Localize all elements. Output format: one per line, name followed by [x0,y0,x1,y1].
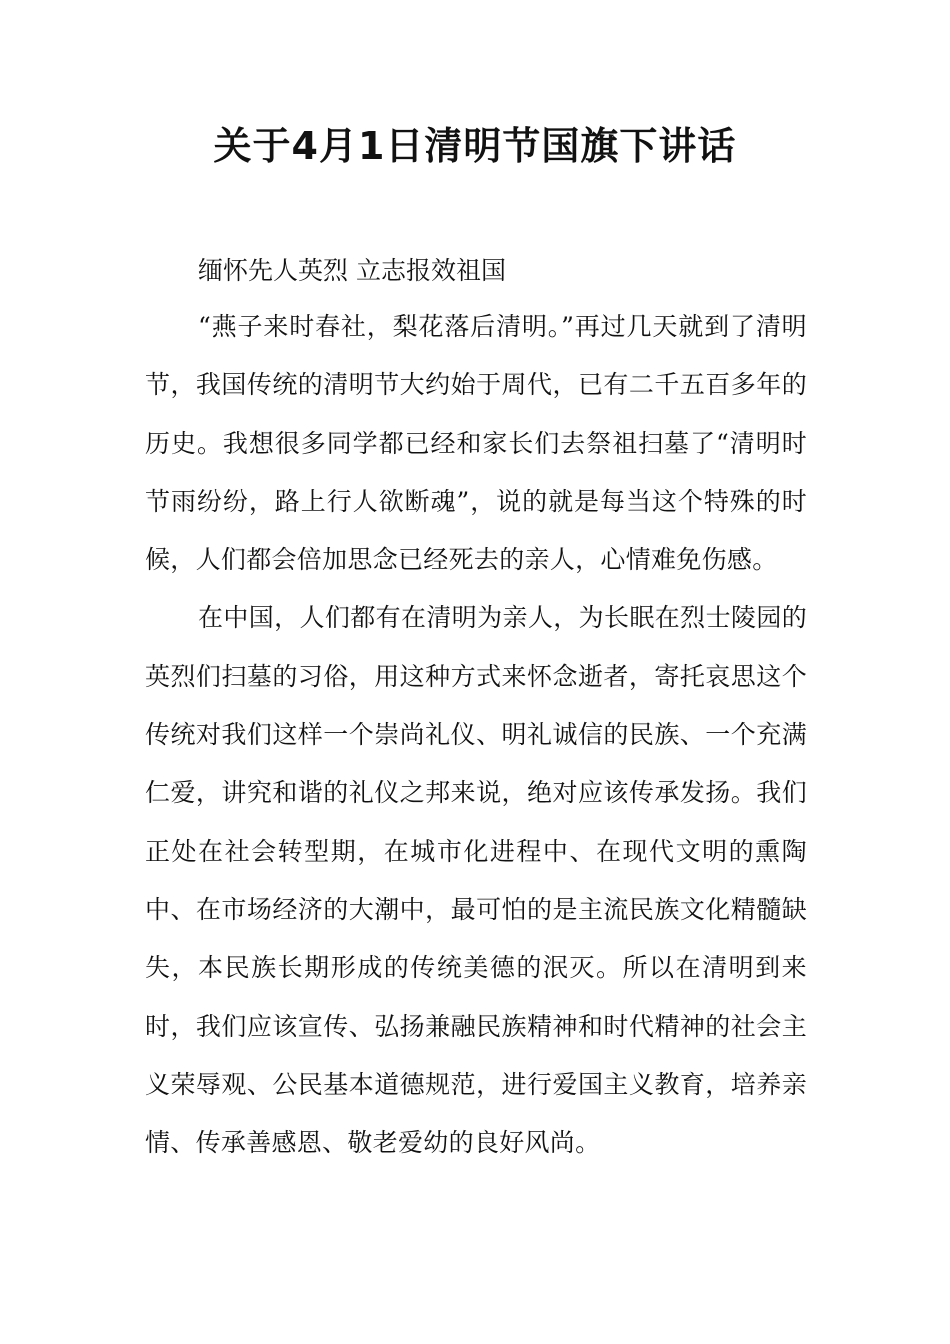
document-title: 关于4月1日清明节国旗下讲话 [213,124,737,168]
paragraph-2: 在中国，人们都有在清明为亲人，为长眠在烈士陵园的英烈们扫墓的习俗，用这种方式来怀念逝者，寄托哀思这个传统对我们这样一个崇尚礼仪、明礼诚信的民族、一个充满仁爱，讲究和谐的礼仪之邦来说，绝对应该传承发扬。我们正处在社会转型期，在城市化进程中、在现代文明的熏陶中、在市场经济的大潮中，最可怕的是主流民族文化精髓缺失，本民族长期形成的传统美德的泯灭。所以在清明到来时，我们应该宣传、弘扬兼融民族精神和时代精神的社会主义荣辱观、公民基本道德规范，进行爱国主义教育，培养亲情、传承善感恩、敬老爱幼的良好风尚。 [145,603,807,1158]
paragraph-1: “燕子来时春社，梨花落后清明。”再过几天就到了清明节，我国传统的清明节大约始于周代，已有二千五百多年的历史。我想很多同学都已经和家长们去祭祖扫墓了“清明时节雨纷纷，路上行人欲断魂”，说的就是每当这个特殊的时候，人们都会倍加思念已经死去的亲人，心情难免伤感。 [145,312,807,575]
document-body [145,246,807,1172]
document-subtitle: 缅怀先人英烈 立志报效祖国 [198,256,506,285]
